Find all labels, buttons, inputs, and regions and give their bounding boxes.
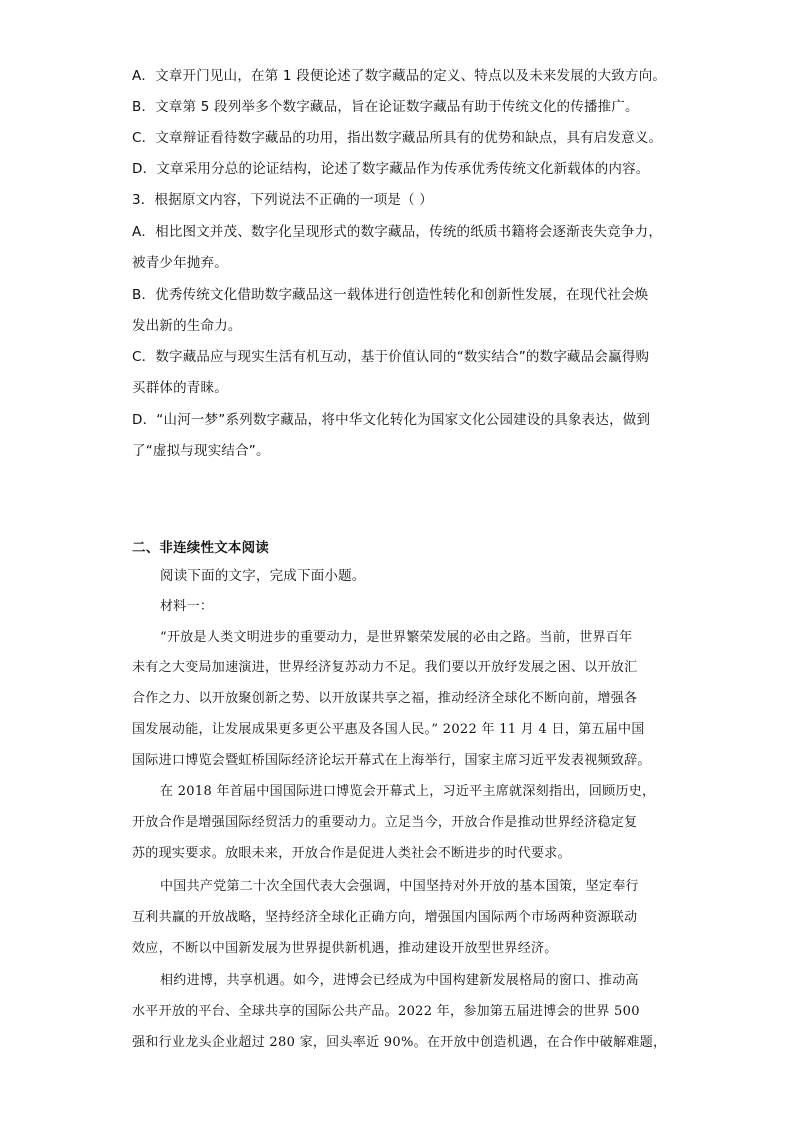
section-heading: 二、非连续性文本阅读: [132, 540, 269, 556]
paragraph-line: 未有之大变局加速演进，世界经济复苏动力不足。我们要以开放纾发展之困、以开放汇: [132, 660, 638, 675]
q3-option-a-line1: A．相比图文并茂、数字化呈现形式的数字藏品，传统的纸质书籍将会逐渐丧失竞争力，: [132, 224, 663, 240]
paragraph-line: 国发展动能，让发展成果更多更公平惠及各国人民。” 2022 年 11 月 4 日，第五届中国: [132, 722, 645, 737]
q2-option-b: B．文章第 5 段列举多个数字藏品，旨在论证数字藏品有助于传统文化的传播推广。: [132, 99, 639, 115]
q2-option-a: A．文章开门见山，在第 1 段便论述了数字藏品的定义、特点以及未来发展的大致方向。: [132, 68, 667, 84]
q3-option-d-line1: D．“山河一梦”系列数字藏品，将中华文化转化为国家文化公园建设的具象表达，做到: [132, 412, 651, 428]
paragraph-line: 苏的现实要求。放眼未来，开放合作是促进人类社会不断进步的时代要求。: [132, 846, 571, 861]
q3-option-d-line2: 了“虚拟与现实结合”。: [132, 443, 270, 459]
paragraph-line: 水平开放的平台、全球共享的国际公共产品。2022 年，参加第五届进博会的世界 500: [132, 1004, 640, 1019]
material-label: 材料一：: [160, 599, 214, 614]
section-instruction: 阅读下面的文字，完成下面小题。: [160, 568, 366, 584]
paragraph-line: 相约进博，共享机遇。如今，进博会已经成为中国构建新发展格局的窗口、推动高: [160, 973, 639, 988]
paragraph-line: 互利共赢的开放战略，坚持经济全球化正确方向，增强国内国际两个市场两种资源联动: [132, 910, 638, 925]
paragraph-line: 强和行业龙头企业超过 280 家，回头率近 90%。在开放中创造机遇，在合作中破解难题，: [132, 1035, 667, 1050]
q3-option-a-line2: 被青少年抛弃。: [132, 255, 228, 271]
q2-option-d: D．文章采用分总的论证结构，论述了数字藏品作为传承优秀传统文化新载体的内容。: [132, 161, 650, 177]
q3-option-c-line1: C．数字藏品应与现实生活有机互动，基于价值认同的“数实结合”的数字藏品会赢得购: [132, 349, 650, 365]
paragraph-line: “开放是人类文明进步的重要动力，是世界繁荣发展的必由之路。当前，世界百年: [160, 630, 633, 645]
paragraph-line: 国际进口博览会暨虹桥国际经济论坛开幕式在上海举行，国家主席习近平发表视频致辞。: [132, 753, 651, 768]
paragraph-line: 合作之力、以开放聚创新之势、以开放谋共享之福，推动经济全球化不断向前，增强各: [132, 691, 638, 706]
q3-option-b-line2: 发出新的生命力。: [132, 318, 242, 334]
q3-option-c-line2: 买群体的青睐。: [132, 380, 228, 396]
q2-option-c: C．文章辩证看待数字藏品的功用，指出数字藏品所具有的优势和缺点，具有启发意义。: [132, 130, 663, 146]
paragraph-line: 在 2018 年首届中国国际进口博览会开幕式上，习近平主席就深刻指出，回顾历史，: [160, 784, 656, 799]
paragraph-line: 效应，不断以中国新发展为世界提供新机遇，推动建设开放型世界经济。: [132, 941, 558, 956]
paragraph-line: 开放合作是增强国际经贸活力的重要动力。立足当今，开放合作是推动世界经济稳定复: [132, 815, 638, 830]
q3-option-b-line1: B．优秀传统文化借助数字藏品这一载体进行创造性转化和创新性发展，在现代社会焕: [132, 287, 649, 303]
q3-stem: 3．根据原文内容，下列说法不正确的一项是（ ）: [132, 192, 433, 208]
paragraph-line: 中国共产党第二十次全国代表大会强调，中国坚持对外开放的基本国策，坚定奉行: [160, 879, 639, 894]
